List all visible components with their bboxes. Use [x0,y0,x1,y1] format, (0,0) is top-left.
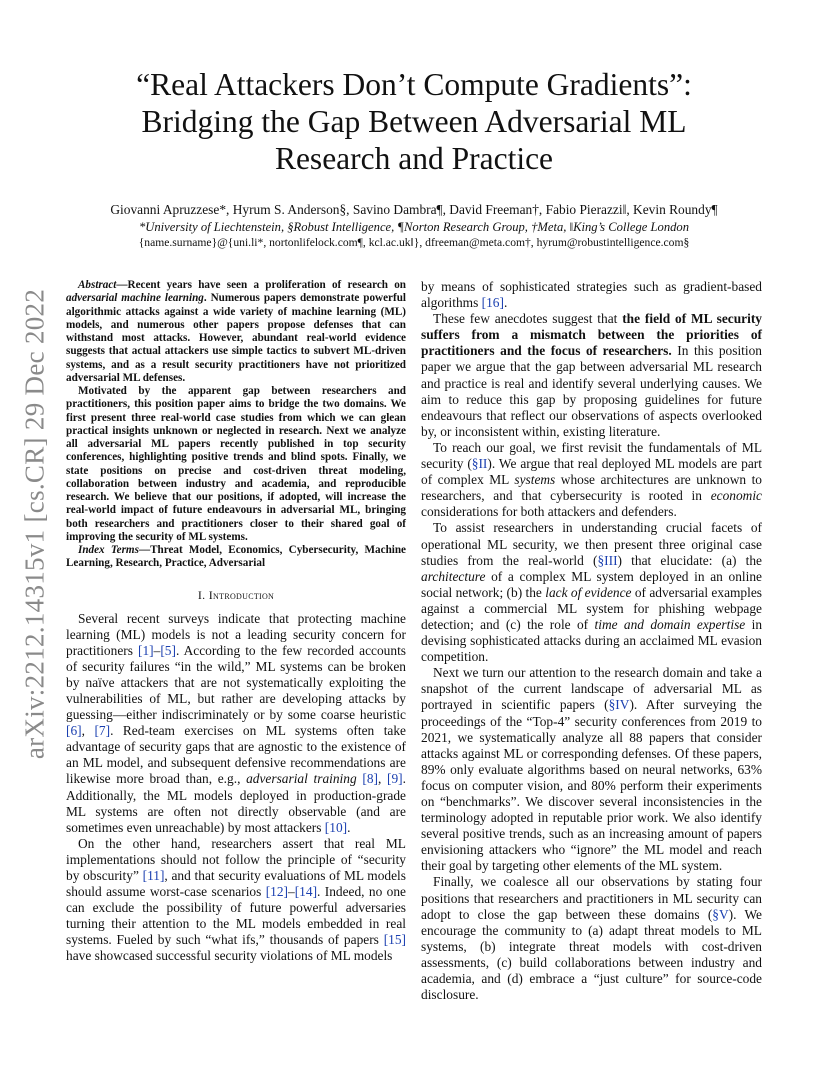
arxiv-sidebar [19,284,50,764]
section-number: I. [197,587,206,602]
intro-paragraph-7: Finally, we coalesce all our observations by stating four positions that researchers and practitioners in ML security can adopt to close the gap between these domains (§V). We encourage the community to (a) adapt threat models to ML systems, (b) integrate threat models with cost-driven assessments, (c) build collaborations between industry and academia, and (d) embrace a “just culture” for source-code disclosure. [421,874,762,1003]
intro-body-left [66,611,406,965]
intro-paragraph-3: These few anecdotes suggest that the field of ML security suffers from a mismatch between the priorities of practitioners and the focus of researchers. In this position paper we argue that the gap between adversarial ML research and practice is real and identify several underlying causes. We aim to reduce this gap by proposing guidelines for future endeavours that reflect our observations of aspects overlooked by, or inconsistent within, existing literature. [421,311,763,439]
abstract-text: —Recent years have seen a proliferation of research on [116,279,406,291]
citation-link[interactable]: [7] [94,723,111,739]
citation-link[interactable]: [5] [160,642,176,658]
intro-paragraph-6: Next we turn our attention to the research domain and take a snapshot of the current landscape of adversarial ML as portrayed in scientific papers (§IV). After surveying the proceedings of the “Top-4” security conferences from 2019 to 2021, we systematically analyze all 88 papers that consider attacks against ML or corresponding defenses. Of these papers, 89% only evaluate algorithms based on neural networks, 63% focus on computer vision, and 80% perform their experiments on “benchmarks”. We discover several inconsistencies in the terminology adopted in reputable prior work. We also identify several positive trends, such as an increasing amount of papers envisioning attackers who “ignore” the ML model and reach their goal by targeting other elements of the ML system. [421,665,762,874]
citation-link[interactable]: [6] [66,723,82,739]
citation-link[interactable]: [11] [142,868,165,883]
title-line-2: Bridging the Gap Between Adversarial ML [141,104,687,139]
citation-link[interactable]: [8] [362,771,378,787]
title-line-3: Research and Practice [274,141,554,176]
author-emails: {name.surname}@{uni.li*, nortonlifelock.com¶, kcl.ac.uk‖}, dfreeman@meta.com†, hyrum@robustintelligence.com§ [138,236,690,249]
intro-paragraph-5: To assist researchers in understanding crucial facets of operational ML security, we then present three original case studies from the real-world (§III) that elucidate: (a) the architecture of a complex ML system deployed in an online social network; (b) the lack of evidence of adversarial examples against a commercial ML system for phishing webpage detection; and (c) the role of time and domain expertise in devising sophisticated attacks during an acclaimed ML evasion competition. [421,520,763,665]
section-link[interactable]: §IV [608,697,630,713]
abstract-emphasis: adversarial machine learning [66,292,204,305]
abstract-paragraph-1 [66,279,406,385]
index-terms [66,544,406,571]
index-terms-label: Index Terms [78,544,139,556]
abstract-paragraph-2: Motivated by the apparent gap between researchers and practitioners, this position paper aims to bridge the two domains. We first present three real-world case studies from which we can glean practical insights unknown or neglected in research. Next we analyze all adversarial ML papers recently published in top security conferences, highlighting positive trends and blind spots. Finally, we state positions on precise and cost-driven threat modeling, collaboration between industry and academia, and reproducible research. We believe that our positions, if adopted, will increase the real-world impact of future endeavours in adversarial ML, bringing both researchers and practitioners closer to their shared goal of improving the security of ML systems. [66,385,406,543]
key-claim: the field of ML security suffers from a mismatch between the priorities of practitioners and the focus of researchers. [421,311,763,359]
intro-body-right [421,279,762,1003]
section-link[interactable]: §II [471,456,488,472]
abstract-label: Abstract [78,279,117,291]
author-list: Giovanni Apruzzese*, Hyrum S. Anderson§, Savino Dambra¶, David Freeman†, Fabio Pierazzi‖, Kevin Roundy¶ [110,202,718,217]
citation-link[interactable]: [16] [481,295,504,311]
continued-text: by means of sophisticated strategies such as gradient-based algorithms [421,279,762,311]
section-title: Introduction [208,587,275,602]
intro-paragraph-4: To reach our goal, we first revisit the fundamentals of ML security (§II). We argue that real deployed ML models are part of complex ML systems whose architectures are unknown to researchers, and that cybersecurity is rooted in economic considerations for both attackers and defenders. [421,439,762,520]
citation-link[interactable]: [10] [324,819,348,835]
right-column [421,279,762,1003]
index-terms-text: —Threat Model, Economics, Cybersecurity, Machine Learning, Research, Practice, Adversarial [66,544,406,570]
intro-paragraph-2-continued: by means of sophisticated strategies such as gradient-based algorithms [16]. [421,279,762,311]
title-line-1: “Real Attackers Don’t Compute Gradients”: [136,67,692,102]
citation-link[interactable]: [1] [138,642,154,658]
abstract [66,279,406,544]
affiliations: *University of Liechtenstein, §Robust Intelligence, ¶Norton Research Group, †Meta, ‖King’s College London [138,220,690,234]
intro-paragraph-1: Several recent surveys indicate that protecting machine learning (ML) models is not a leading security concern for practitioners [1]–[5]. According to the few recorded accounts of security failures “in the wild,” ML systems can be broken by naïve attackers that are not systematically exploiting the vulnerabilities of ML, but rather are developing attacks by guessing—either indiscriminately or by some coarse heuristic [6], [7]. Red-team exercises on ML systems often take advantage of security gaps that are agnostic to the existence of an ML model, and subsequent defensive recommendations are likewise more broad than, e.g., adversarial training [8], [9]. Additionally, the ML models deployed in production-grade ML systems are often not directly observable (and are sometimes even unreachable) by most attackers [10]. [66,610,406,835]
citation-link[interactable]: [15] [383,932,406,948]
abstract-text: . Numerous papers demonstrate powerful algorithmic attacks against a wide variety of machine learning (ML) models, and numerous other papers propose defenses that can withstand most attacks. However, abundant real-world evidence suggests that actual attackers use simple tactics to subvert ML-driven systems, and as a result security practitioners have not prioritized adversarial ML defenses. [66,292,406,384]
section-heading-introduction [66,588,406,603]
citation-link[interactable]: [12] [265,884,289,900]
citation-link[interactable]: [14] [294,884,318,900]
section-link[interactable]: §V [712,906,729,922]
paper-title [80,66,748,177]
section-link[interactable]: §III [597,552,618,568]
citation-link[interactable]: [9] [387,771,403,787]
arxiv-identifier: arXiv:2212.14315v1 [cs.CR] 29 Dec 2022 [19,288,50,760]
left-column [66,279,406,965]
intro-paragraph-2: On the other hand, researchers assert that real ML implementations should not follow the principle of “security by obscurity” [11], and that security evaluations of ML models should assume worst-case scenarios [12]–[14]. Indeed, no one can exclude the possibility of future powerful adversaries turning their attention to the ML models embedded in real systems. Fueled by such “what ifs,” thousands of papers [15] have showcased successful security violations of ML models [66,835,406,964]
